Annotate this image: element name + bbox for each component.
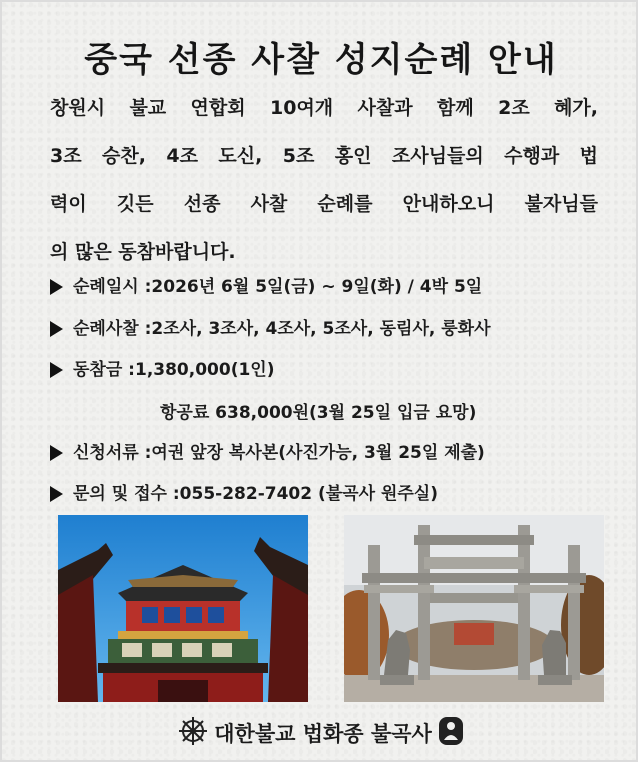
temples-value: 2조사, 3조사, 4조사, 5조사, 동림사, 룽화사 [151, 319, 491, 339]
intro-line: 의 많은 동참바랍니다. [50, 241, 236, 263]
contact-row [50, 481, 438, 507]
schedule-label: 순례일시 : [73, 277, 152, 297]
page-title: 중국 선종 사찰 성지순례 안내 [84, 40, 558, 80]
triangle-bullet-icon [50, 362, 63, 378]
buddha-badge-icon [438, 716, 464, 750]
triangle-bullet-icon [50, 321, 63, 337]
schedule-row [50, 274, 482, 300]
fee-value: 1,380,000(1인) [134, 360, 275, 380]
organization-name: 대한불교 법화종 불곡사 [214, 722, 432, 746]
fee-row [50, 357, 275, 383]
intro-line: 창원시 불교 연합회 10여개 사찰과 함께 2조 혜가, [50, 97, 598, 119]
intro-paragraph [50, 90, 598, 282]
footer [2, 716, 638, 750]
triangle-bullet-icon [50, 445, 63, 461]
temples-row [50, 316, 491, 342]
temples-label: 순례사찰 : [73, 319, 152, 339]
triangle-bullet-icon [50, 279, 63, 295]
intro-line: 력이 깃든 선종 사찰 순례를 안내하오니 불자님들 [50, 193, 598, 215]
fee-label: 동참금 : [73, 360, 135, 380]
contact-value: 055-282-7402 (불곡사 원주실) [179, 484, 438, 504]
intro-line: 3조 승찬, 4조 도신, 5조 홍인 조사님들의 수행과 법 [50, 145, 598, 167]
stone-gate-photo [344, 515, 604, 702]
dharma-wheel-icon [178, 716, 208, 750]
documents-row [50, 440, 485, 466]
triangle-bullet-icon [50, 486, 63, 502]
contact-label: 문의 및 접수 : [73, 484, 180, 504]
temple-roof-photo [58, 515, 308, 702]
documents-label: 신청서류 : [73, 443, 152, 463]
schedule-value: 2026년 6월 5일(금) ~ 9일(화) / 4박 5일 [151, 277, 483, 297]
documents-value: 여권 앞장 복사본(사진가능, 3월 25일 제출) [151, 443, 485, 463]
airfare-note: 항공료 638,000원(3월 25일 입금 요망) [160, 403, 477, 423]
